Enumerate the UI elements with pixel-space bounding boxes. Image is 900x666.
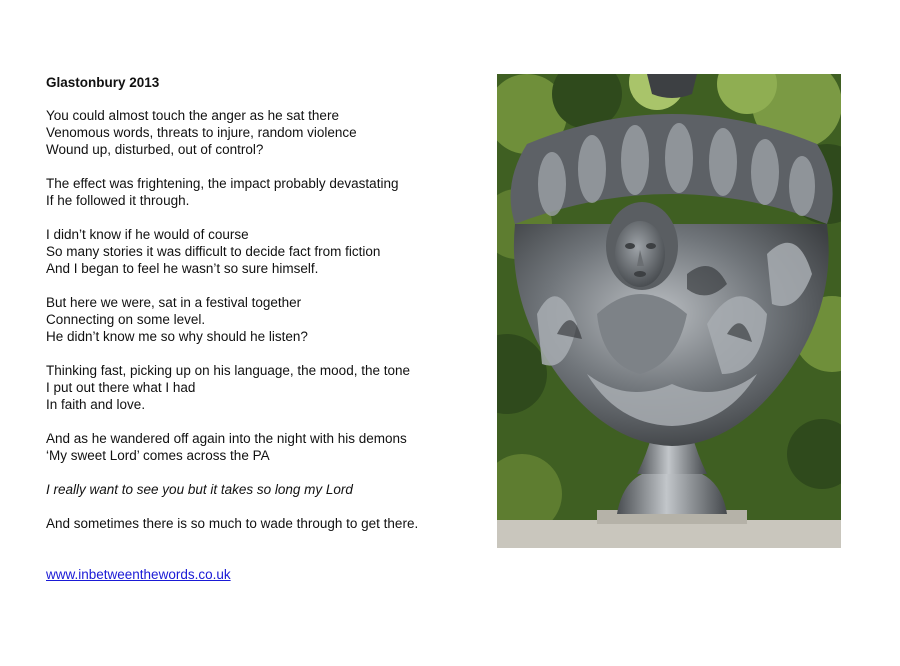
poem-line: You could almost touch the anger as he sat there bbox=[46, 108, 339, 123]
urn-image bbox=[497, 74, 841, 548]
poem-title: Glastonbury 2013 bbox=[46, 75, 160, 90]
stanza-3 bbox=[46, 226, 476, 277]
poem-line: The effect was frightening, the impact probably devastating bbox=[46, 176, 399, 191]
poem-line: Connecting on some level. bbox=[46, 312, 206, 327]
stanza-7 bbox=[46, 481, 476, 498]
stanza-6 bbox=[46, 430, 476, 464]
poem-line: And I began to feel he wasn’t so sure himself. bbox=[46, 261, 319, 276]
poem-line: ‘My sweet Lord’ comes across the PA bbox=[46, 448, 270, 463]
poem-line: So many stories it was difficult to decide fact from fiction bbox=[46, 244, 381, 259]
poem-line: Thinking fast, picking up on his language, the mood, the tone bbox=[46, 363, 410, 378]
poem-line: I didn’t know if he would of course bbox=[46, 227, 249, 242]
urn-foot bbox=[617, 474, 727, 514]
poem-line: Wound up, disturbed, out of control? bbox=[46, 142, 264, 157]
poem-line: I put out there what I had bbox=[46, 380, 196, 395]
stanza-1 bbox=[46, 107, 476, 158]
poem-line: Venomous words, threats to injure, random violence bbox=[46, 125, 357, 140]
poem-line: And as he wandered off again into the night with his demons bbox=[46, 431, 407, 446]
poem-line: And sometimes there is so much to wade through to get there. bbox=[46, 516, 419, 531]
urn-plinth bbox=[497, 520, 841, 548]
stanza-5 bbox=[46, 362, 476, 413]
poem-line: In faith and love. bbox=[46, 397, 146, 412]
poem-line: But here we were, sat in a festival together bbox=[46, 295, 302, 310]
poem-line-lyric: I really want to see you but it takes so long my Lord bbox=[46, 482, 353, 497]
stanza-2 bbox=[46, 175, 476, 209]
stanza-4 bbox=[46, 294, 476, 345]
poem bbox=[46, 74, 476, 549]
stanza-8 bbox=[46, 515, 476, 532]
website-link[interactable]: www.inbetweenthewords.co.uk bbox=[46, 567, 231, 582]
poem-line: If he followed it through. bbox=[46, 193, 190, 208]
urn-lid-knob bbox=[647, 74, 697, 98]
urn-photo bbox=[497, 74, 841, 548]
poem-line: He didn’t know me so why should he listen? bbox=[46, 329, 308, 344]
